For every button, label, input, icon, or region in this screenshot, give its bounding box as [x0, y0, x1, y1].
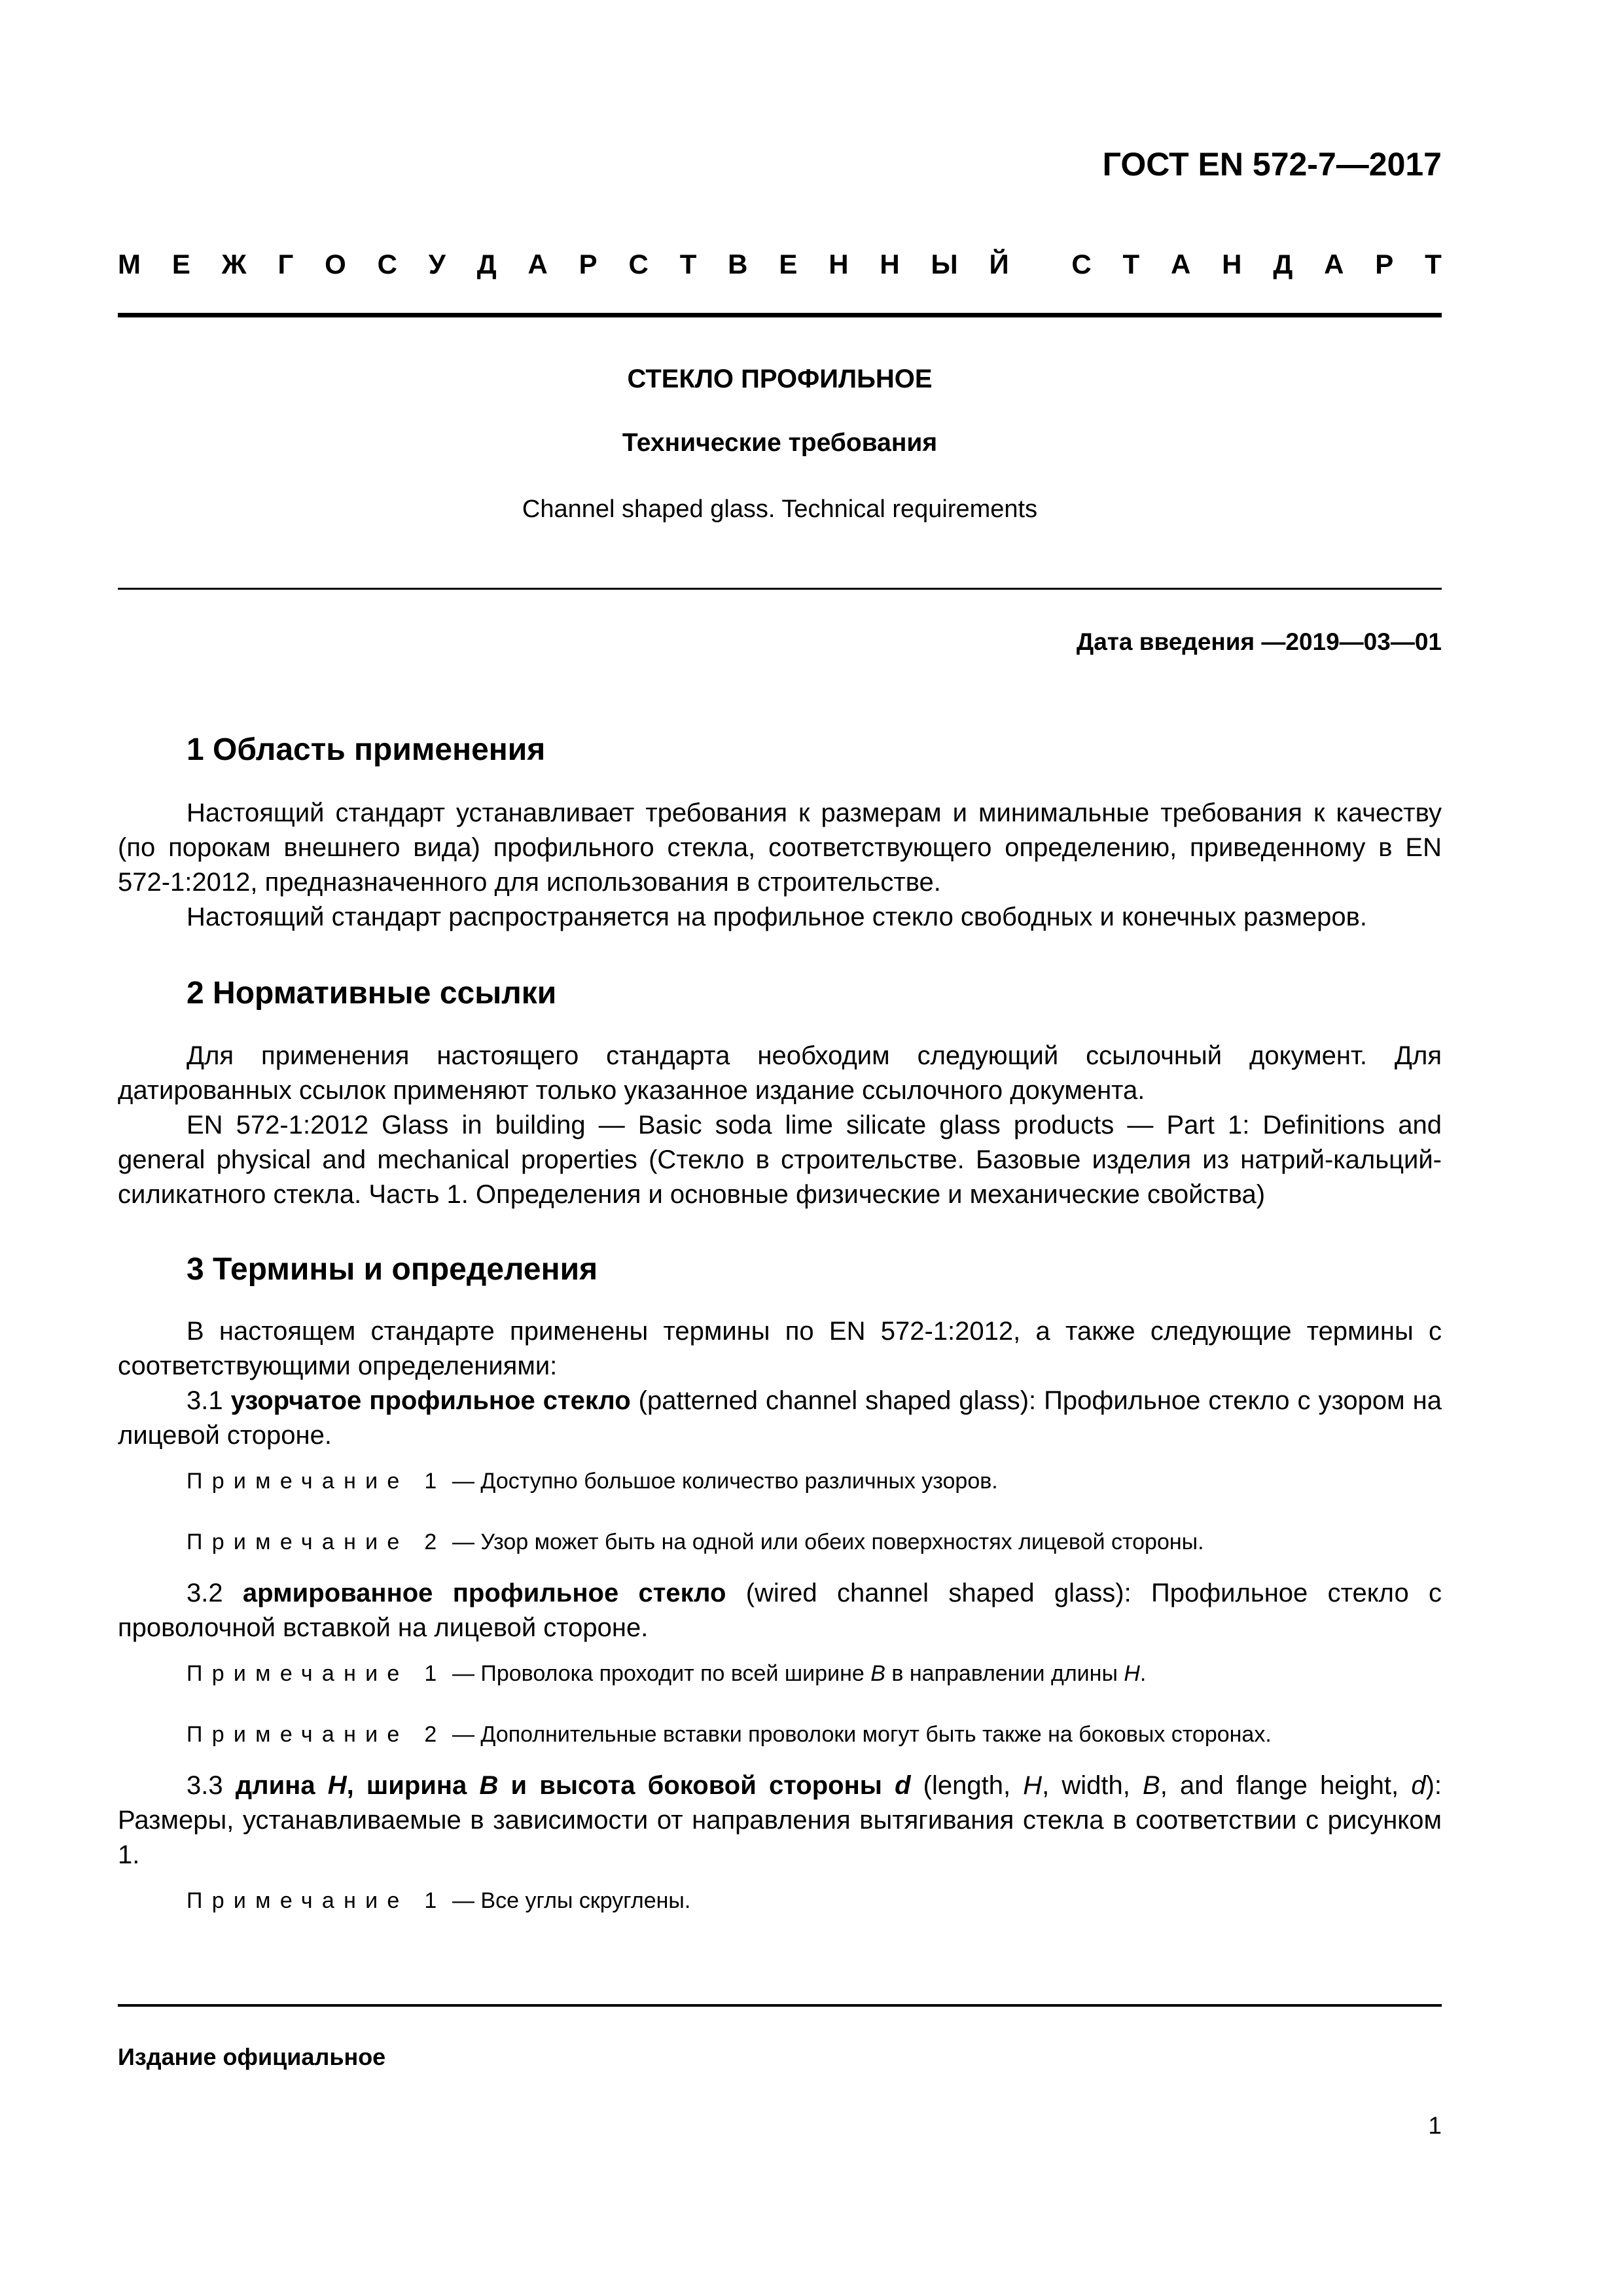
- note-text: Проволока проходит по всей ширине: [480, 1661, 871, 1686]
- note-3-2-1: Примечание 1 — Проволока проходит по всей ширине B в направлении длины H.: [187, 1661, 1147, 1686]
- note-3-1-2: Примечание 2 — Узор может быть на одной или обеих поверхностях лицевой стороны.: [187, 1530, 1204, 1554]
- title-rule: [118, 588, 1442, 590]
- banner-letter: Г: [277, 249, 294, 279]
- note-text: Дополнительные вставки проволоки могут быть также на боковых сторонах.: [480, 1722, 1272, 1747]
- banner-letter: Ж: [221, 249, 247, 279]
- section-2-paragraph-1: Для применения настоящего стандарта необходим следующий ссылочный документ. Для датированных ссылок применяют только указанное издание ссылочного документа.: [118, 1041, 1442, 1105]
- term-definition: (length, H, width, B, and flange height, d): Размеры, устанавливаемые в зависимости от направления вытягивания стекла в соответствии с рисунком 1.: [118, 1771, 1442, 1869]
- note-3-1-1: Примечание 1 — Доступно большое количество различных узоров.: [187, 1469, 998, 1494]
- banner-letter: Д: [476, 249, 497, 279]
- term-3-1: [118, 1384, 1442, 1453]
- header-rule: [118, 313, 1442, 317]
- banner-letter: В: [728, 249, 748, 279]
- official-edition-label: Издание официальное: [118, 2043, 386, 2070]
- banner-letter: Р: [1375, 249, 1394, 279]
- note-variable: B: [870, 1661, 885, 1686]
- section-2-paragraph-2: EN 572-1:2012 Glass in building — Basic soda lime silicate glass products — Part 1: Definitions and general physical and mechanical properties (Стекло в строительстве. Базовые изделия из натрий-кальций-силикатного стекла. Часть 1. Определения и основные физические и механические свойства): [118, 1111, 1442, 1209]
- term-name: длина H, ширина B и высота боковой стороны d: [235, 1771, 911, 1800]
- page-number: 1: [1428, 2112, 1442, 2139]
- term-number: 3.2: [187, 1579, 223, 1607]
- section-3-heading: 3 Термины и определения: [187, 1252, 598, 1287]
- term-name: узорчатое профильное стекло: [230, 1386, 631, 1415]
- note-text: Все углы скруглены.: [480, 1888, 691, 1913]
- term-name: армированное профильное стекло: [242, 1579, 726, 1607]
- term-3-3: [118, 1768, 1442, 1873]
- note-label: Примечание 1: [187, 1888, 446, 1913]
- banner-letter: Е: [171, 249, 190, 279]
- note-variable: H: [1124, 1661, 1140, 1686]
- document-number: ГОСТ EN 572-7—2017: [1102, 146, 1442, 183]
- document-title: СТЕКЛО ПРОФИЛЬНОЕ: [627, 365, 933, 393]
- banner-letter: О: [325, 249, 346, 279]
- footer-rule: [118, 2004, 1442, 2007]
- banner-letter: Ы: [931, 249, 958, 279]
- term-definition: (wired channel shaped glass): Профильное стекло с проволочной вставкой на лицевой стороне.: [118, 1579, 1442, 1642]
- section-1-paragraph-2: Настоящий стандарт распространяется на профильное стекло свободных и конечных размеров.: [187, 903, 1367, 931]
- english-title: Channel shaped glass. Technical requirements: [522, 495, 1038, 523]
- banner-letter: Т: [1425, 249, 1442, 279]
- banner-letter: Н: [829, 249, 849, 279]
- banner-letter: Н: [1222, 249, 1242, 279]
- banner-letter: А: [1170, 249, 1191, 279]
- banner-letter: А: [1324, 249, 1344, 279]
- banner-letter: С: [1071, 249, 1092, 279]
- banner-letter: Д: [1273, 249, 1293, 279]
- section-3-intro: В настоящем стандарте применены термины по EN 572-1:2012, а также следующие термины с соответствующими определениями:: [118, 1317, 1442, 1380]
- banner-letter: С: [628, 249, 649, 279]
- note-3-2-2: Примечание 2 — Дополнительные вставки проволоки могут быть также на боковых сторонах.: [187, 1722, 1272, 1747]
- banner-letter: Е: [779, 249, 798, 279]
- banner-letter: Р: [579, 249, 597, 279]
- note-text: Доступно большое количество различных узоров.: [480, 1469, 998, 1494]
- note-label: Примечание 1: [187, 1469, 446, 1494]
- note-label: Примечание 2: [187, 1530, 446, 1554]
- banner-letter: А: [527, 249, 548, 279]
- banner-letter: Т: [1122, 249, 1140, 279]
- note-text: .: [1139, 1661, 1147, 1686]
- section-2-heading: 2 Нормативные ссылки: [187, 976, 557, 1011]
- note-label: Примечание 2: [187, 1722, 446, 1747]
- note-label: Примечание 1: [187, 1661, 446, 1686]
- banner-letter: С: [377, 249, 397, 279]
- banner-letter: Н: [880, 249, 900, 279]
- term-number: 3.3: [187, 1771, 223, 1800]
- section-1-paragraph-1: Настоящий стандарт устанавливает требования к размерам и минимальные требования к качеству (по порокам внешнего вида) профильного стекла, соответствующего определению, приведенному в EN 572-1:2012, предназначенного для использования в строительстве.: [118, 798, 1442, 897]
- term-number: 3.1: [187, 1386, 223, 1415]
- note-text: в направлении длины: [885, 1661, 1124, 1686]
- section-1-heading: 1 Область применения: [187, 732, 546, 767]
- banner-letter: Т: [679, 249, 697, 279]
- document-subtitle: Технические требования: [622, 429, 938, 457]
- banner-letter: Й: [989, 249, 1009, 279]
- term-definition: (patterned channel shaped glass): Профильное стекло с узором на лицевой стороне.: [118, 1386, 1442, 1450]
- note-text: Узор может быть на одной или обеих поверхностях лицевой стороны.: [480, 1530, 1204, 1554]
- banner-letter: М: [118, 249, 141, 279]
- introduction-date: Дата введения —2019—03—01: [1076, 628, 1442, 655]
- note-3-3-1: Примечание 1 — Все углы скруглены.: [187, 1888, 691, 1913]
- banner-letter: У: [428, 249, 446, 279]
- interstate-standard-banner: [118, 249, 1442, 280]
- term-3-2: [118, 1576, 1442, 1645]
